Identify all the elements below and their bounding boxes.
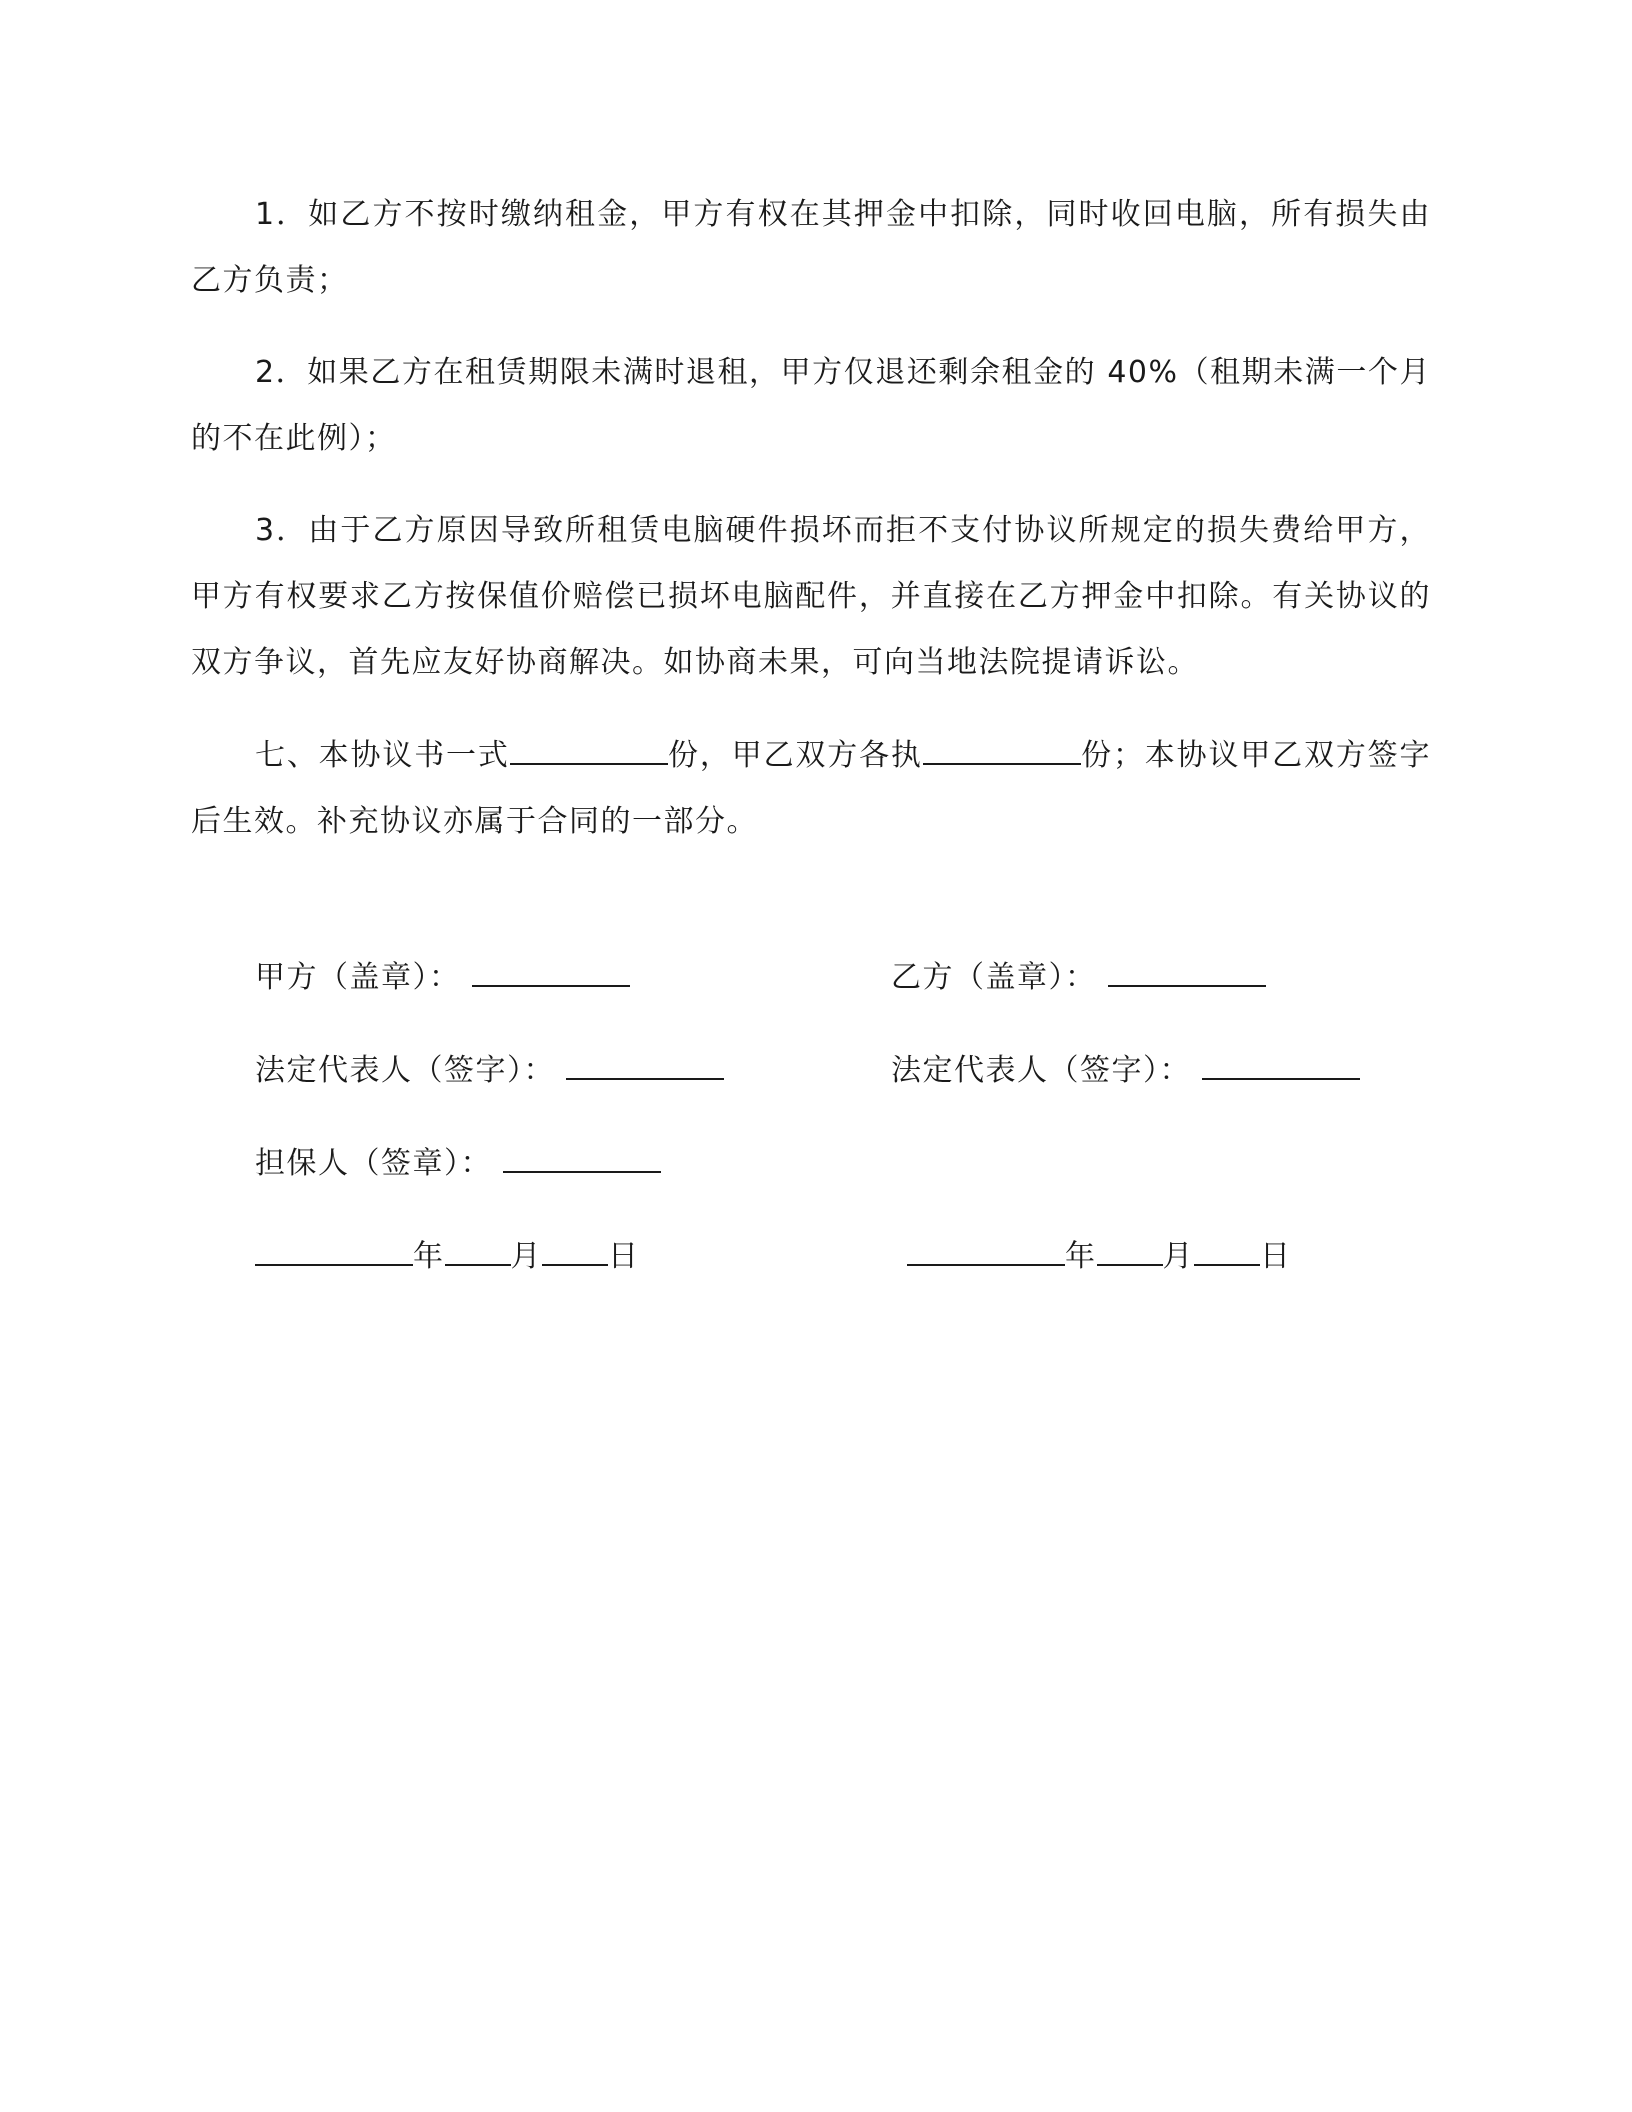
guarantor-label: 担保人（签章）： bbox=[255, 1146, 492, 1181]
date-b-year-blank[interactable] bbox=[907, 1236, 1065, 1266]
date-b-day-label: 日 bbox=[1260, 1239, 1292, 1274]
copies-total-blank[interactable] bbox=[510, 735, 668, 765]
clause-7-part3: 份；本协议甲乙双方签字后生效。补充协议亦属于合同的一部分。 bbox=[191, 738, 1432, 839]
party-a-seal-line bbox=[255, 957, 630, 998]
legal-rep-b-blank[interactable] bbox=[1202, 1050, 1360, 1080]
date-a-day-label: 日 bbox=[608, 1239, 640, 1274]
date-a-month-label: 月 bbox=[510, 1239, 542, 1274]
date-a-day-blank[interactable] bbox=[542, 1236, 608, 1266]
legal-rep-a-blank[interactable] bbox=[566, 1050, 724, 1080]
party-b-seal-blank[interactable] bbox=[1108, 957, 1266, 987]
date-b-month-blank[interactable] bbox=[1097, 1236, 1163, 1266]
date-b-day-blank[interactable] bbox=[1194, 1236, 1260, 1266]
clause-1: 1．如乙方不按时缴纳租金，甲方有权在其押金中扣除，同时收回电脑，所有损失由乙方负责； bbox=[191, 197, 1431, 298]
party-b-seal-line bbox=[891, 957, 1266, 998]
legal-rep-a-line bbox=[255, 1050, 724, 1091]
legal-rep-b-label: 法定代表人（签字）： bbox=[891, 1053, 1191, 1088]
party-a-seal-blank[interactable] bbox=[472, 957, 630, 987]
clause-7-part2: 份，甲乙双方各执 bbox=[667, 738, 923, 773]
guarantor-line bbox=[255, 1143, 661, 1184]
party-b-seal-label: 乙方（盖章）： bbox=[891, 960, 1097, 995]
date-b-line bbox=[907, 1236, 1292, 1277]
date-a-year-blank[interactable] bbox=[255, 1236, 413, 1266]
date-a-line bbox=[255, 1236, 640, 1277]
legal-rep-a-label: 法定代表人（签字）： bbox=[255, 1053, 555, 1088]
clause-7-part1: 七、本协议书一式 bbox=[255, 738, 510, 773]
date-a-month-blank[interactable] bbox=[445, 1236, 511, 1266]
party-a-seal-label: 甲方（盖章）： bbox=[255, 960, 461, 995]
date-b-year-label: 年 bbox=[1065, 1239, 1097, 1274]
clause-3: 3．由于乙方原因导致所租赁电脑硬件损坏而拒不支付协议所规定的损失费给甲方，甲方有权要求乙方按保值价赔偿已损坏电脑配件，并直接在乙方押金中扣除。有关协议的双方争议，首先应友好协商解决。如协商未果，可向当地法院提请诉讼。 bbox=[191, 513, 1431, 680]
date-b-month-label: 月 bbox=[1162, 1239, 1194, 1274]
clause-7 bbox=[191, 723, 1431, 855]
guarantor-blank[interactable] bbox=[503, 1143, 661, 1173]
copies-each-blank[interactable] bbox=[923, 735, 1081, 765]
clause-2: 2．如果乙方在租赁期限未满时退租，甲方仅退还剩余租金的 40%（租期未满一个月的不在此例）； bbox=[191, 355, 1431, 456]
legal-rep-b-line bbox=[891, 1050, 1360, 1091]
date-a-year-label: 年 bbox=[413, 1239, 445, 1274]
